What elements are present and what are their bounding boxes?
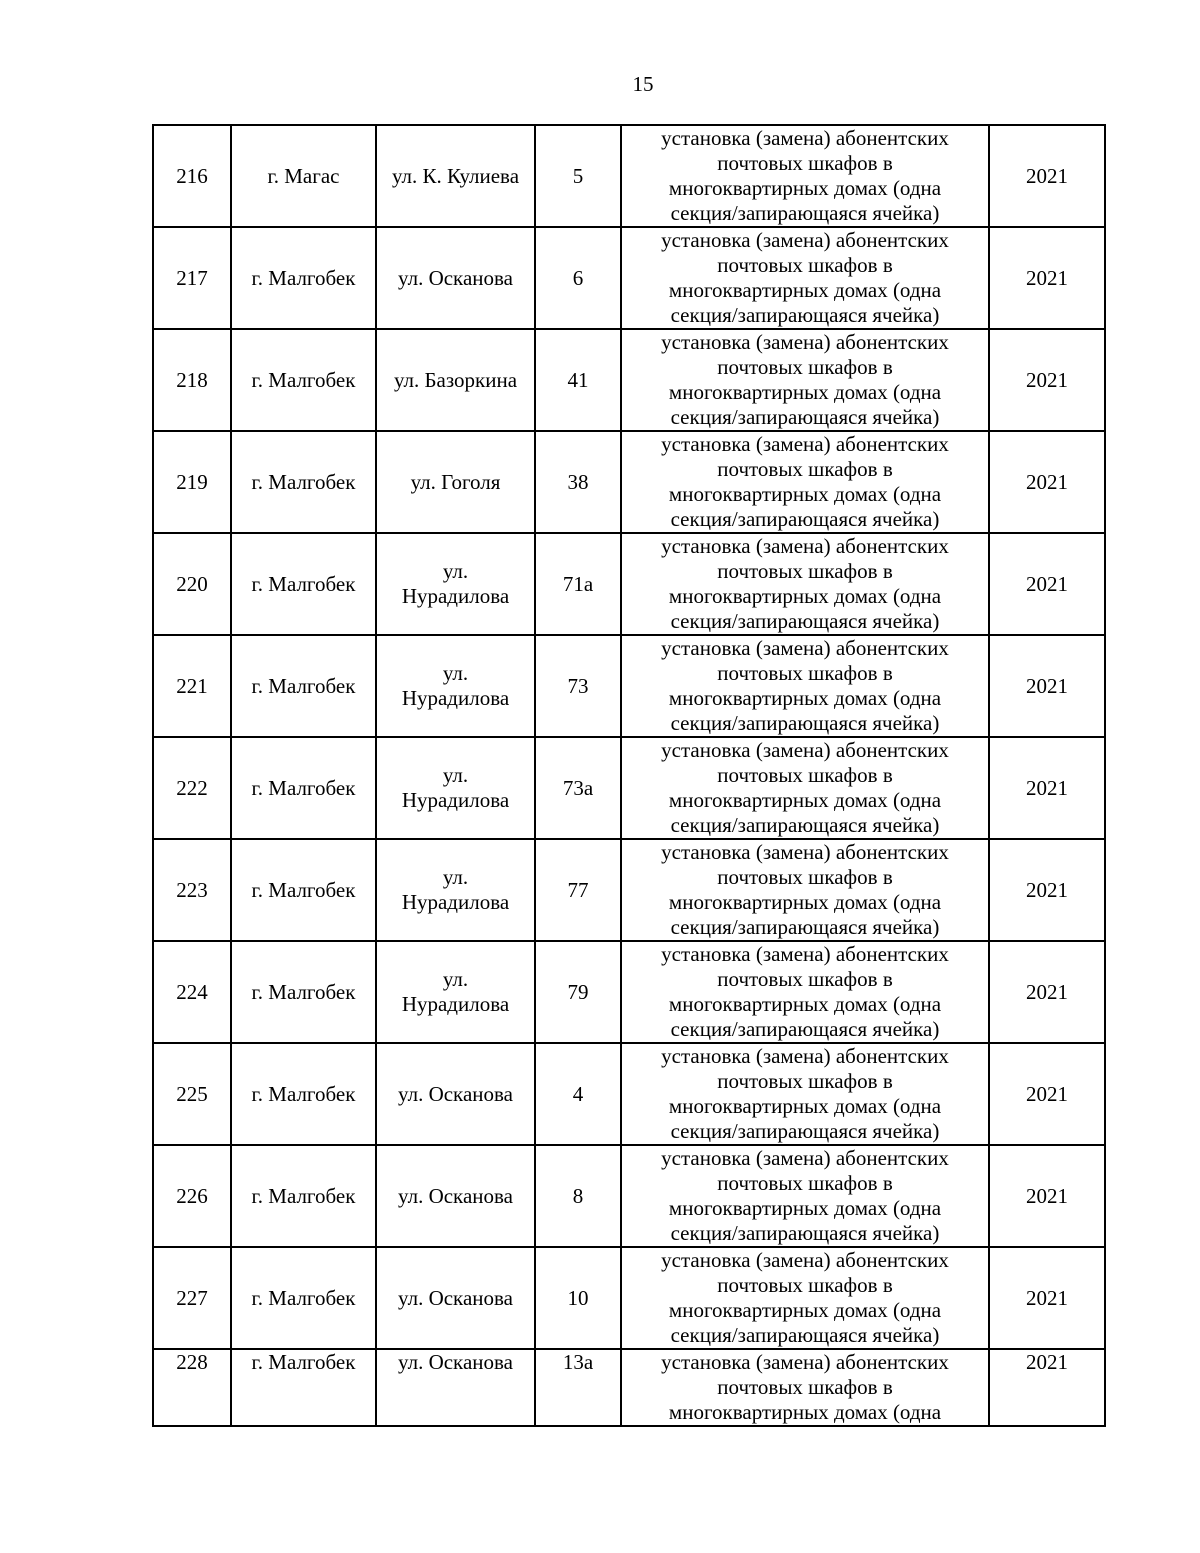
street-text: ул. Нурадилова: [401, 763, 510, 812]
street-cell: [376, 1145, 535, 1247]
table-row: [153, 635, 1105, 737]
street-text: ул. Нурадилова: [401, 559, 510, 608]
city-cell: г. Малгобек: [231, 1247, 376, 1349]
city-cell: г. Малгобек: [231, 227, 376, 329]
work-cell: [621, 227, 989, 329]
house-cell: 71а: [535, 533, 621, 635]
row-number-cell: 226: [153, 1145, 231, 1247]
city-cell: г. Малгобек: [231, 1043, 376, 1145]
table-row: [153, 227, 1105, 329]
street-cell: [376, 1349, 535, 1426]
work-text: установка (замена) абонентских почтовых шкафов в многоквартирных домах (одна секция/запирающаяся ячейка): [661, 636, 949, 735]
table-row: [153, 125, 1105, 227]
work-text: установка (замена) абонентских почтовых шкафов в многоквартирных домах (одна секция/запирающаяся ячейка): [661, 534, 949, 633]
work-cell: [621, 1349, 989, 1426]
street-cell: [376, 839, 535, 941]
work-text: установка (замена) абонентских почтовых шкафов в многоквартирных домах (одна секция/запирающаяся ячейка): [661, 432, 949, 531]
city-cell: г. Малгобек: [231, 941, 376, 1043]
house-cell: 38: [535, 431, 621, 533]
work-cell: [621, 1145, 989, 1247]
year-cell: 2021: [989, 1043, 1105, 1145]
year-cell: 2021: [989, 329, 1105, 431]
work-text: установка (замена) абонентских почтовых шкафов в многоквартирных домах (одна секция/запирающаяся ячейка): [661, 1044, 949, 1143]
city-cell: г. Малгобек: [231, 635, 376, 737]
house-cell: 5: [535, 125, 621, 227]
row-number-cell: 222: [153, 737, 231, 839]
street-cell: [376, 941, 535, 1043]
year-cell: 2021: [989, 1247, 1105, 1349]
table-row: [153, 1349, 1105, 1426]
row-number-cell: 219: [153, 431, 231, 533]
street-cell: [376, 125, 535, 227]
registry-table: [152, 124, 1106, 1427]
year-cell: 2021: [989, 227, 1105, 329]
house-cell: 6: [535, 227, 621, 329]
work-cell: [621, 1247, 989, 1349]
street-text: ул. Нурадилова: [401, 865, 510, 914]
year-cell: 2021: [989, 1145, 1105, 1247]
table-row: [153, 1145, 1105, 1247]
city-cell: г. Малгобек: [231, 1145, 376, 1247]
work-cell: [621, 431, 989, 533]
street-cell: [376, 737, 535, 839]
row-number-cell: 217: [153, 227, 231, 329]
table-row: [153, 1247, 1105, 1349]
house-cell: 8: [535, 1145, 621, 1247]
street-text: ул. Осканова: [398, 1183, 513, 1208]
year-cell: 2021: [989, 737, 1105, 839]
work-text: установка (замена) абонентских почтовых шкафов в многоквартирных домах (одна секция/запирающаяся ячейка): [661, 330, 949, 429]
street-cell: [376, 227, 535, 329]
table-row: [153, 839, 1105, 941]
city-cell: г. Малгобек: [231, 533, 376, 635]
street-text: ул. Гоголя: [410, 469, 501, 494]
street-cell: [376, 635, 535, 737]
work-text: установка (замена) абонентских почтовых шкафов в многоквартирных домах (одна: [661, 1350, 949, 1424]
table-row: [153, 329, 1105, 431]
year-cell: 2021: [989, 125, 1105, 227]
work-cell: [621, 533, 989, 635]
house-cell: 41: [535, 329, 621, 431]
street-cell: [376, 1043, 535, 1145]
row-number-cell: 223: [153, 839, 231, 941]
row-number-cell: 225: [153, 1043, 231, 1145]
city-cell: г. Малгобек: [231, 431, 376, 533]
year-cell: 2021: [989, 839, 1105, 941]
row-number-cell: 220: [153, 533, 231, 635]
work-cell: [621, 125, 989, 227]
work-cell: [621, 839, 989, 941]
street-text: ул. К. Кулиева: [391, 163, 520, 188]
street-cell: [376, 533, 535, 635]
year-cell: 2021: [989, 635, 1105, 737]
year-cell: 2021: [989, 1349, 1105, 1426]
row-number-cell: 221: [153, 635, 231, 737]
work-text: установка (замена) абонентских почтовых шкафов в многоквартирных домах (одна секция/запирающаяся ячейка): [661, 126, 949, 225]
house-cell: 79: [535, 941, 621, 1043]
work-text: установка (замена) абонентских почтовых шкафов в многоквартирных домах (одна секция/запирающаяся ячейка): [661, 1146, 949, 1245]
work-text: установка (замена) абонентских почтовых шкафов в многоквартирных домах (одна секция/запирающаяся ячейка): [661, 228, 949, 327]
city-cell: г. Малгобек: [231, 329, 376, 431]
work-text: установка (замена) абонентских почтовых шкафов в многоквартирных домах (одна секция/запирающаяся ячейка): [661, 738, 949, 837]
year-cell: 2021: [989, 941, 1105, 1043]
house-cell: 73а: [535, 737, 621, 839]
row-number-cell: 227: [153, 1247, 231, 1349]
table-row: [153, 941, 1105, 1043]
work-text: установка (замена) абонентских почтовых шкафов в многоквартирных домах (одна секция/запирающаяся ячейка): [661, 1248, 949, 1347]
work-cell: [621, 1043, 989, 1145]
city-cell: г. Магас: [231, 125, 376, 227]
work-cell: [621, 941, 989, 1043]
work-cell: [621, 635, 989, 737]
street-text: ул. Нурадилова: [401, 967, 510, 1016]
city-cell: г. Малгобек: [231, 737, 376, 839]
house-cell: 73: [535, 635, 621, 737]
table-row: [153, 533, 1105, 635]
city-cell: г. Малгобек: [231, 1349, 376, 1426]
row-number-cell: 224: [153, 941, 231, 1043]
street-cell: [376, 1247, 535, 1349]
house-cell: 10: [535, 1247, 621, 1349]
work-text: установка (замена) абонентских почтовых шкафов в многоквартирных домах (одна секция/запирающаяся ячейка): [661, 840, 949, 939]
street-text: ул. Базоркина: [393, 367, 518, 392]
year-cell: 2021: [989, 431, 1105, 533]
street-cell: [376, 329, 535, 431]
table-row: [153, 431, 1105, 533]
house-cell: 4: [535, 1043, 621, 1145]
work-cell: [621, 737, 989, 839]
page-number: 15: [632, 72, 654, 96]
row-number-cell: 218: [153, 329, 231, 431]
street-text: ул. Осканова: [398, 1081, 513, 1106]
work-cell: [621, 329, 989, 431]
house-cell: 77: [535, 839, 621, 941]
street-text: ул. Осканова: [398, 1285, 513, 1310]
city-cell: г. Малгобек: [231, 839, 376, 941]
table-row: [153, 737, 1105, 839]
street-cell: [376, 431, 535, 533]
table-row: [153, 1043, 1105, 1145]
year-cell: 2021: [989, 533, 1105, 635]
row-number-cell: 216: [153, 125, 231, 227]
street-text: ул. Осканова: [398, 265, 513, 290]
street-text: ул. Нурадилова: [401, 661, 510, 710]
row-number-cell: 228: [153, 1349, 231, 1426]
work-text: установка (замена) абонентских почтовых шкафов в многоквартирных домах (одна секция/запирающаяся ячейка): [661, 942, 949, 1041]
house-cell: 13а: [535, 1349, 621, 1426]
street-text: ул. Осканова: [398, 1350, 513, 1374]
